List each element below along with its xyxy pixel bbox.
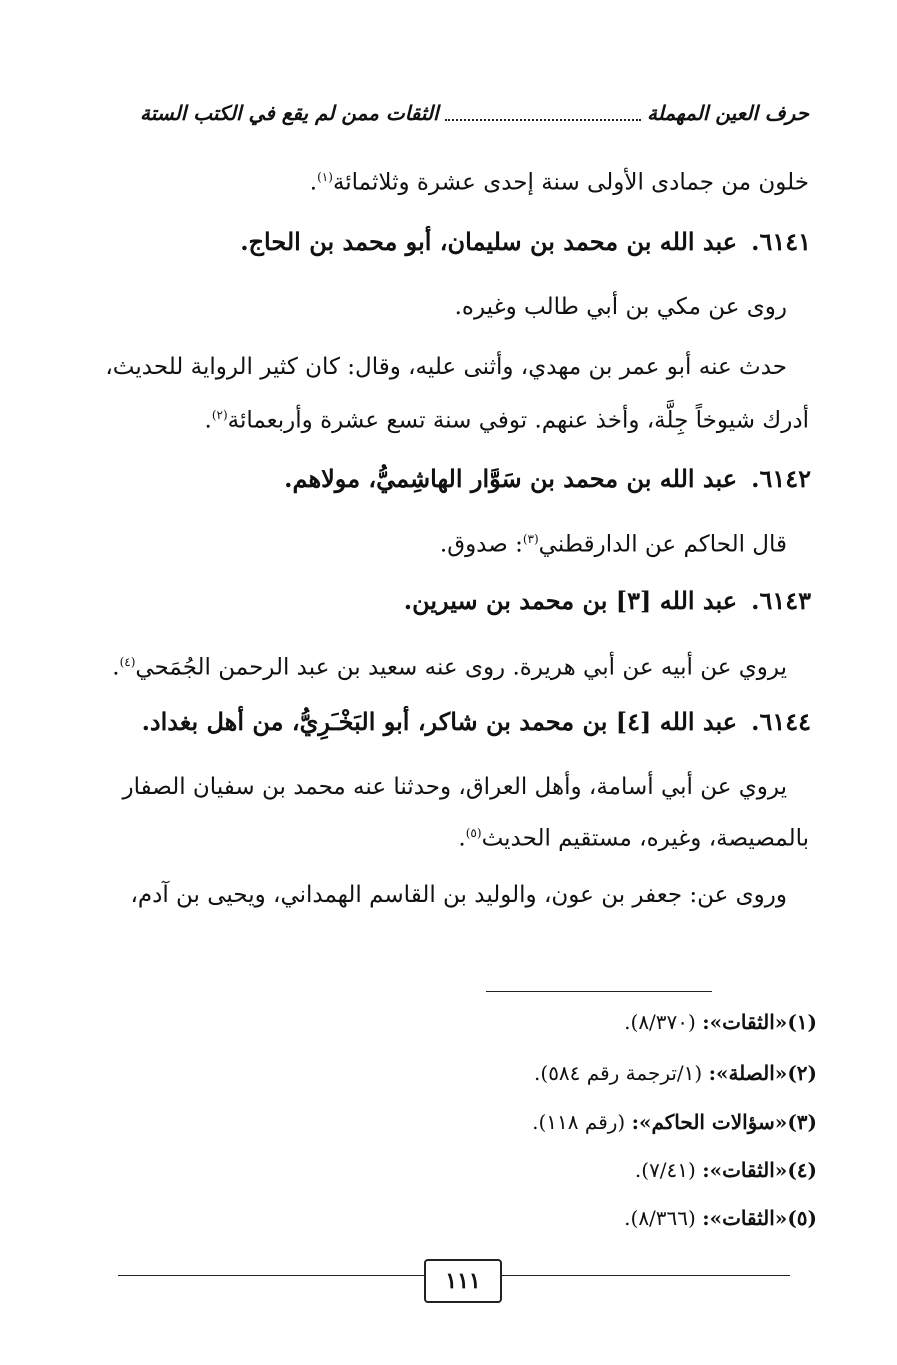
footnote-ref: (٤) — [119, 655, 136, 669]
text-line — [130, 878, 787, 912]
footnote-item — [534, 1058, 817, 1088]
text-span: بالمصيصة، وغيره، مستقيم الحديث — [481, 825, 809, 852]
text-span: يروي عن أبيه عن أبي هريرة. روى عنه سعيد بن عبد الرحمن الجُمَحي — [135, 654, 787, 681]
footnote-ref: (٢) — [211, 408, 228, 422]
footer-rule-right — [498, 1275, 790, 1276]
footnote-reference: (٧/٤١). — [634, 1158, 696, 1182]
page-number — [424, 1259, 502, 1303]
header-dots — [445, 105, 641, 121]
footer-rule-left — [118, 1275, 426, 1276]
footnote-number: (١) — [787, 1010, 817, 1034]
footnote-reference: (٨/٣٦٦). — [624, 1206, 696, 1230]
text-line — [455, 290, 787, 324]
entry-name: عبد الله بن محمد بن سَوَّار الهاشِميُّ، مولاهم. — [284, 464, 738, 493]
text-span: حدث عنه أبو عمر بن مهدي، وأثنى عليه، وقال: كان كثير الرواية للحديث، — [105, 354, 787, 380]
text-span: خلون من جمادى الأولى سنة إحدى عشرة وثلاثمائة — [332, 169, 809, 196]
footnote-source: «الثقات»: — [702, 1206, 788, 1230]
entry-number: ٦١٤٤. — [751, 707, 811, 736]
period: . — [204, 407, 212, 434]
footnote-separator — [486, 991, 712, 992]
entry-heading — [240, 225, 811, 259]
footnote-item — [635, 1155, 817, 1185]
text-span: قال الحاكم عن الدارقطني — [538, 531, 787, 558]
running-header — [140, 96, 809, 130]
text-line — [440, 522, 787, 562]
footnote-ref: (٣) — [522, 532, 539, 546]
footnote-source: «سؤالات الحاكم»: — [631, 1110, 788, 1134]
footnote-number: (٢) — [787, 1061, 817, 1085]
entry-number: ٦١٤٣. — [751, 586, 811, 615]
text-line — [112, 645, 787, 685]
entry-name: عبد الله [٤] بن محمد بن شاكر، أبو البَخْـَرِيُّ، من أهل بغداد. — [141, 707, 738, 736]
entry-heading — [142, 705, 811, 739]
footnote-ref: (١) — [317, 170, 333, 184]
text-line — [310, 160, 809, 200]
text-span: : صدوق. — [439, 531, 523, 558]
footnote-source: «الثقات»: — [702, 1158, 788, 1182]
entry-name: عبد الله [٣] بن محمد بن سيرين. — [403, 586, 738, 615]
footnote-reference: (رقم ١١٨). — [532, 1110, 626, 1134]
period: . — [309, 169, 318, 196]
text-line — [105, 350, 787, 384]
text-span: يروي عن أبي أسامة، وأهل العراق، وحدثنا عنه محمد بن سفيان الصفار — [122, 774, 787, 800]
footnote-number: (٥) — [787, 1206, 817, 1230]
text-line — [458, 816, 809, 856]
entry-heading — [404, 584, 811, 618]
entry-number: ٦١٤٢. — [751, 464, 811, 493]
footnote-item — [624, 1007, 817, 1037]
footnote-source: «الثقات»: — [702, 1010, 788, 1034]
footnote-number: (٤) — [787, 1158, 817, 1182]
footnote-source: «الصلة»: — [708, 1061, 788, 1085]
page-number-text: ١١١ — [445, 1268, 481, 1294]
footnote-ref: (٥) — [465, 826, 482, 840]
footnote-number: (٣) — [787, 1110, 817, 1134]
entry-heading — [284, 462, 811, 496]
footnote-reference: (٨/٣٧٠). — [624, 1010, 696, 1034]
entry-number: ٦١٤١. — [751, 227, 811, 256]
footnote-item — [532, 1107, 817, 1137]
text-span: وروى عن: جعفر بن عون، والوليد بن القاسم الهمداني، ويحيى بن آدم، — [130, 882, 787, 908]
text-line — [123, 770, 787, 804]
header-chapter: حرف العين المهملة — [647, 101, 809, 125]
header-book-title: الثقات ممن لم يقع في الكتب الستة — [140, 101, 439, 125]
text-span: روى عن مكي بن أبي طالب وغيره. — [454, 294, 787, 320]
footnote-item — [624, 1203, 817, 1233]
text-span: أدرك شيوخاً جِلَّة، وأخذ عنهم. توفي سنة تسع عشرة وأربعمائة — [227, 407, 809, 434]
text-line — [205, 398, 810, 438]
footnote-reference: (١/ترجمة رقم ٥٨٤). — [534, 1061, 703, 1085]
entry-name: عبد الله بن محمد بن سليمان، أبو محمد بن الحاج. — [240, 227, 738, 256]
period: . — [112, 654, 120, 681]
period: . — [458, 825, 466, 852]
